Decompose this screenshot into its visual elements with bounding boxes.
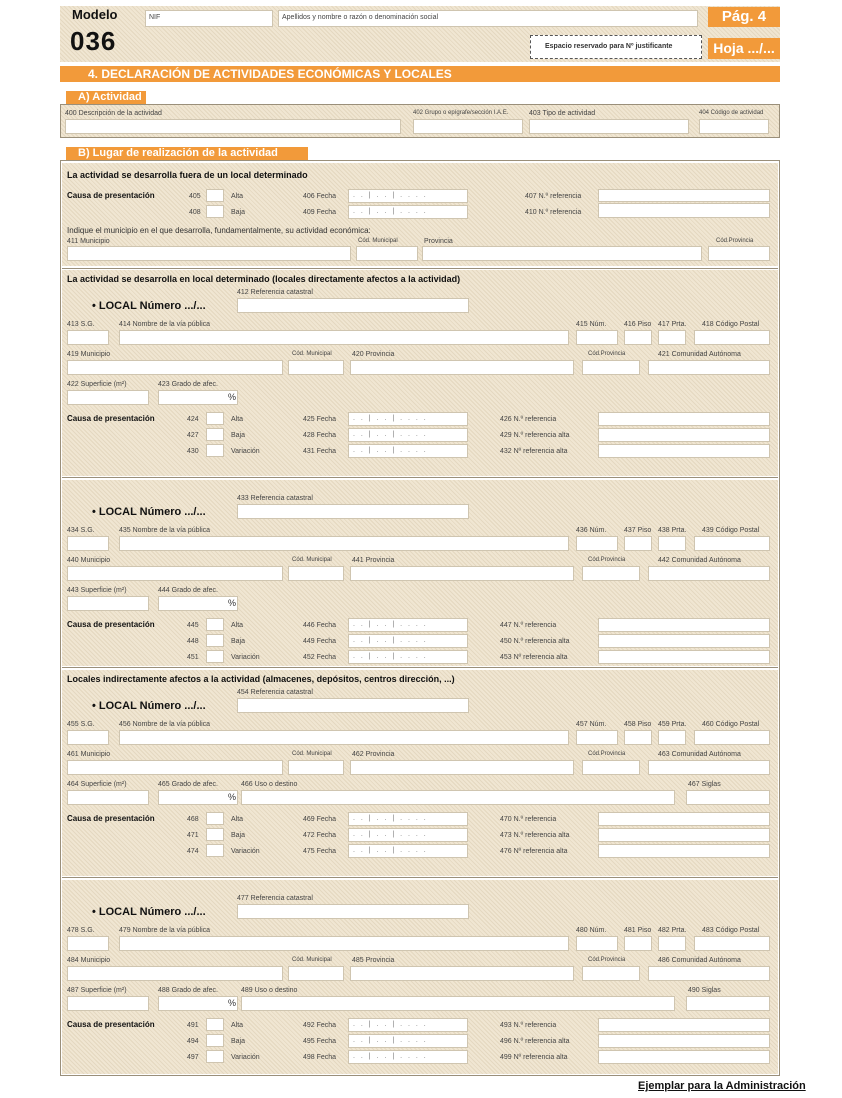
pct-sign: %: [228, 392, 237, 402]
prov-label: 462 Provincia: [352, 751, 395, 758]
prta-field[interactable]: [658, 936, 686, 951]
cp-field[interactable]: [694, 536, 770, 551]
ref-num-field[interactable]: [598, 1050, 770, 1064]
mun-label: 440 Municipio: [67, 557, 111, 564]
via-field[interactable]: [119, 936, 569, 951]
fecha-label: 472 Fecha: [303, 832, 337, 839]
siglas-label: 467 Siglas: [688, 781, 721, 788]
siglas-field[interactable]: [686, 996, 770, 1011]
modelo-number: 036: [70, 26, 117, 56]
fuera-title: La actividad se desarrolla fuera de un local determinado: [67, 170, 308, 180]
footer-label: Ejemplar para la Administración: [638, 1080, 806, 1092]
reserved-label: Espacio reservado para Nº justificante: [545, 43, 673, 50]
piso-label: 437 Piso: [624, 527, 652, 534]
ref-num-field[interactable]: [598, 844, 770, 858]
f404-field[interactable]: [699, 119, 769, 134]
codprov-411-field[interactable]: [708, 246, 770, 261]
modelo-label: Modelo: [72, 7, 118, 22]
prov-411-field[interactable]: [422, 246, 702, 261]
name-label: Apellidos y nombre o razón o denominación social: [282, 14, 439, 21]
actividad-title: A) Actividad: [66, 91, 146, 104]
prta-field[interactable]: [658, 536, 686, 551]
ca-field[interactable]: [648, 760, 770, 775]
mun-label: 461 Municipio: [67, 751, 111, 758]
cause-number: 430: [187, 448, 199, 455]
uso-label: 466 Uso o destino: [241, 781, 298, 788]
ref-num-field[interactable]: [598, 1034, 770, 1048]
mun-field[interactable]: [67, 966, 283, 981]
local-category-title: La actividad se desarrolla en local determinado (locales directamente afectos a la actividad): [67, 274, 461, 284]
check-408[interactable]: [206, 205, 224, 218]
codprov-411: Cód.Provincia: [716, 238, 754, 244]
codprov-label: Cód.Provincia: [588, 751, 626, 757]
f409-label: 409 Fecha: [303, 209, 337, 216]
piso-field[interactable]: [624, 936, 652, 951]
ref-num-label: 429 N.º referencia alta: [500, 432, 570, 439]
siglas-field[interactable]: [686, 790, 770, 805]
fecha-label: 428 Fecha: [303, 432, 337, 439]
cause-label: Baja: [231, 638, 246, 645]
ref-label: 412 Referencia catastral: [237, 289, 313, 296]
cause-check[interactable]: [206, 428, 224, 441]
fecha-label: 469 Fecha: [303, 816, 337, 823]
piso-label: 481 Piso: [624, 927, 652, 934]
codmun-field[interactable]: [288, 360, 344, 375]
sup-label: 422 Superficie (m²): [67, 381, 127, 388]
ref-num-field[interactable]: [598, 828, 770, 842]
fecha-label: 452 Fecha: [303, 654, 337, 661]
ref-label: 477 Referencia catastral: [237, 895, 313, 902]
cause-label: Variación: [231, 448, 260, 455]
codmun-411-field[interactable]: [356, 246, 418, 261]
cause-check[interactable]: [206, 844, 224, 857]
ref-num-label: 473 N.º referencia alta: [500, 832, 570, 839]
alta-405: Alta: [231, 193, 244, 200]
sg-label: 434 S.G.: [67, 527, 95, 534]
uso-label: 489 Uso o destino: [241, 987, 298, 994]
pct-sign: %: [228, 792, 237, 802]
prov-field[interactable]: [350, 566, 574, 581]
via-field[interactable]: [119, 330, 569, 345]
cause-label: Alta: [231, 622, 244, 629]
sg-label: 455 S.G.: [67, 721, 95, 728]
grado-field[interactable]: [158, 390, 238, 405]
prov-field[interactable]: [350, 760, 574, 775]
codmun-field[interactable]: [288, 760, 344, 775]
grado-field[interactable]: [158, 996, 238, 1011]
n408: 408: [189, 209, 201, 216]
block-divider: [62, 877, 778, 878]
sup-field[interactable]: [67, 996, 149, 1011]
f403-label: 403 Tipo de actividad: [529, 110, 596, 117]
cp-label: 483 Código Postal: [702, 927, 760, 934]
ref-num-field[interactable]: [598, 428, 770, 442]
prov-label: 441 Provincia: [352, 557, 395, 564]
fecha-label: 475 Fecha: [303, 848, 337, 855]
date-409[interactable]: . . | . . | . . . .: [348, 205, 468, 219]
date-field[interactable]: . . | . . | . . . .: [348, 1050, 468, 1064]
sg-field[interactable]: [67, 330, 109, 345]
ref-num-field[interactable]: [598, 1018, 770, 1032]
ref-label: 454 Referencia catastral: [237, 689, 313, 696]
f402-field[interactable]: [413, 119, 523, 134]
num-field[interactable]: [576, 730, 618, 745]
prov-label: 420 Provincia: [352, 351, 395, 358]
fecha-label: 495 Fecha: [303, 1038, 337, 1045]
date-field[interactable]: . . | . . | . . . .: [348, 1018, 468, 1032]
ca-field[interactable]: [648, 360, 770, 375]
local-number: • LOCAL Número .../...: [92, 506, 206, 518]
ref-num-label: 499 Nº referencia alta: [500, 1054, 568, 1061]
num-label: 436 Núm.: [576, 527, 607, 534]
block-divider: [62, 1075, 778, 1076]
cause-number: 474: [187, 848, 199, 855]
date-field[interactable]: . . | . . | . . . .: [348, 1034, 468, 1048]
ca-label: 486 Comunidad Autónoma: [658, 957, 741, 964]
fecha-label: 425 Fecha: [303, 416, 337, 423]
cp-label: 418 Código Postal: [702, 321, 760, 328]
divider: [62, 268, 778, 269]
f402-label: 402 Grupo o epígrafe/sección I.A.E.: [413, 110, 509, 116]
grado-field[interactable]: [158, 790, 238, 805]
cause-check[interactable]: [206, 1050, 224, 1063]
codprov-field[interactable]: [582, 360, 640, 375]
actividad-section: [60, 104, 780, 138]
cause-check[interactable]: [206, 1034, 224, 1047]
ref-field[interactable]: [237, 504, 469, 519]
codmun-411: Cód. Municipal: [358, 238, 398, 244]
codprov-label: Cód.Provincia: [588, 351, 626, 357]
cause-number: 468: [187, 816, 199, 823]
prov-411: Provincia: [424, 238, 453, 245]
prta-label: 459 Prta.: [658, 721, 687, 728]
codmun-label: Cód. Municipal: [292, 351, 332, 357]
ref-num-label: 496 N.º referencia alta: [500, 1038, 570, 1045]
f407-label: 407 N.º referencia: [525, 193, 582, 200]
sg-label: 413 S.G.: [67, 321, 95, 328]
f403-field[interactable]: [529, 119, 689, 134]
page-badge: Pág. 4: [708, 7, 780, 27]
codmun-label: Cód. Municipal: [292, 957, 332, 963]
f410-field[interactable]: [598, 203, 770, 218]
section-title: 4. DECLARACIÓN DE ACTIVIDADES ECONÓMICAS Y LOCALES: [60, 66, 780, 82]
cause-check[interactable]: [206, 828, 224, 841]
piso-label: 416 Piso: [624, 321, 652, 328]
cause-label: Alta: [231, 1022, 244, 1029]
ref-num-field[interactable]: [598, 618, 770, 632]
f400-label: 400 Descripción de la actividad: [65, 110, 162, 117]
reserved-box: [530, 35, 702, 59]
num-label: 480 Núm.: [576, 927, 607, 934]
sup-label: 487 Superficie (m²): [67, 987, 127, 994]
date-field[interactable]: . . | . . | . . . .: [348, 812, 468, 826]
ref-num-field[interactable]: [598, 444, 770, 458]
mun-field[interactable]: [67, 760, 283, 775]
codprov-label: Cód.Provincia: [588, 957, 626, 963]
via-label: 414 Nombre de la vía pública: [119, 321, 211, 328]
codprov-label: Cód.Provincia: [588, 557, 626, 563]
causa-label: Causa de presentación: [67, 814, 155, 823]
sup-label: 464 Superficie (m²): [67, 781, 127, 788]
via-label: 456 Nombre de la vía pública: [119, 721, 211, 728]
cause-label: Baja: [231, 832, 246, 839]
fecha-label: 449 Fecha: [303, 638, 337, 645]
block-divider: [62, 667, 778, 668]
fecha-label: 446 Fecha: [303, 622, 337, 629]
cause-check[interactable]: [206, 1018, 224, 1031]
mun-field[interactable]: [67, 360, 283, 375]
f407-field[interactable]: [598, 189, 770, 202]
ca-field[interactable]: [648, 966, 770, 981]
ref-field[interactable]: [237, 904, 469, 919]
ref-num-label: 426 N.º referencia: [500, 416, 557, 423]
mun-field[interactable]: [67, 566, 283, 581]
name-field[interactable]: [278, 10, 698, 27]
ref-label: 433 Referencia catastral: [237, 495, 313, 502]
cause-label: Variación: [231, 654, 260, 661]
siglas-label: 490 Siglas: [688, 987, 721, 994]
uso-field[interactable]: [241, 790, 675, 805]
local-number: • LOCAL Número .../...: [92, 906, 206, 918]
sup-field[interactable]: [67, 790, 149, 805]
cause-number: 471: [187, 832, 199, 839]
via-label: 479 Nombre de la vía pública: [119, 927, 211, 934]
mun-label: 419 Municipio: [67, 351, 111, 358]
piso-field[interactable]: [624, 330, 652, 345]
ref-num-label: 450 N.º referencia alta: [500, 638, 570, 645]
cause-check[interactable]: [206, 650, 224, 663]
prov-field[interactable]: [350, 360, 574, 375]
baja-408: Baja: [231, 209, 246, 216]
ref-field[interactable]: [237, 698, 469, 713]
cause-label: Variación: [231, 848, 260, 855]
cause-check[interactable]: [206, 812, 224, 825]
causa-label: Causa de presentación: [67, 414, 155, 423]
ca-label: 463 Comunidad Autónoma: [658, 751, 741, 758]
cause-check[interactable]: [206, 634, 224, 647]
cause-check[interactable]: [206, 618, 224, 631]
causa-label: Causa de presentación: [67, 1020, 155, 1029]
nif-label: NIF: [149, 14, 161, 21]
local-number: • LOCAL Número .../...: [92, 300, 206, 312]
prta-field[interactable]: [658, 730, 686, 745]
ref-num-field[interactable]: [598, 634, 770, 648]
ca-label: 421 Comunidad Autónoma: [658, 351, 741, 358]
date-field[interactable]: . . | . . | . . . .: [348, 428, 468, 442]
ref-num-label: 493 N.º referencia: [500, 1022, 557, 1029]
via-field[interactable]: [119, 730, 569, 745]
grado-label: 488 Grado de afec.: [158, 987, 218, 994]
num-field[interactable]: [576, 330, 618, 345]
fecha-label: 492 Fecha: [303, 1022, 337, 1029]
via-field[interactable]: [119, 536, 569, 551]
date-field[interactable]: . . | . . | . . . .: [348, 618, 468, 632]
cause-label: Variación: [231, 1054, 260, 1061]
f411-label: 411 Municipio: [67, 238, 110, 245]
cause-label: Alta: [231, 416, 244, 423]
prta-label: 482 Prta.: [658, 927, 687, 934]
local-number: • LOCAL Número .../...: [92, 700, 206, 712]
f400-field[interactable]: [65, 119, 401, 134]
check-405[interactable]: [206, 189, 224, 202]
date-field[interactable]: . . | . . | . . . .: [348, 844, 468, 858]
f404-label: 404 Código de actividad: [699, 110, 764, 116]
mun-label: 484 Municipio: [67, 957, 111, 964]
pct-sign: %: [228, 998, 237, 1008]
hoja-badge: Hoja .../...: [708, 38, 780, 59]
fecha-label: 431 Fecha: [303, 448, 337, 455]
n405: 405: [189, 193, 201, 200]
local-category-title: Locales indirectamente afectos a la actividad (almacenes, depósitos, centros dirección, ...): [67, 674, 455, 684]
cause-label: Baja: [231, 432, 246, 439]
sg-field[interactable]: [67, 936, 109, 951]
via-label: 435 Nombre de la vía pública: [119, 527, 211, 534]
block-divider: [62, 477, 778, 478]
cp-field[interactable]: [694, 936, 770, 951]
grado-label: 423 Grado de afec.: [158, 381, 218, 388]
pct-sign: %: [228, 598, 237, 608]
grado-label: 444 Grado de afec.: [158, 587, 218, 594]
f411-field[interactable]: [67, 246, 351, 261]
cause-check[interactable]: [206, 412, 224, 425]
ref-num-field[interactable]: [598, 412, 770, 426]
date-field[interactable]: . . | . . | . . . .: [348, 828, 468, 842]
sup-field[interactable]: [67, 596, 149, 611]
piso-field[interactable]: [624, 536, 652, 551]
cause-number: 494: [187, 1038, 199, 1045]
cause-check[interactable]: [206, 444, 224, 457]
date-field[interactable]: . . | . . | . . . .: [348, 412, 468, 426]
ref-num-label: 476 Nº referencia alta: [500, 848, 568, 855]
prta-field[interactable]: [658, 330, 686, 345]
ref-num-label: 432 Nº referencia alta: [500, 448, 568, 455]
cause-label: Baja: [231, 1038, 246, 1045]
cp-field[interactable]: [694, 730, 770, 745]
cp-field[interactable]: [694, 330, 770, 345]
codmun-field[interactable]: [288, 966, 344, 981]
ref-num-label: 470 N.º referencia: [500, 816, 557, 823]
cause-number: 448: [187, 638, 199, 645]
ref-num-field[interactable]: [598, 812, 770, 826]
ref-field[interactable]: [237, 298, 469, 313]
fuera-causa: Causa de presentación: [67, 191, 155, 200]
cause-label: Alta: [231, 816, 244, 823]
piso-label: 458 Piso: [624, 721, 652, 728]
codmun-field[interactable]: [288, 566, 344, 581]
grado-label: 465 Grado de afec.: [158, 781, 218, 788]
sg-field[interactable]: [67, 730, 109, 745]
prta-label: 438 Prta.: [658, 527, 687, 534]
fecha-label: 498 Fecha: [303, 1054, 337, 1061]
cause-number: 491: [187, 1022, 199, 1029]
date-406[interactable]: . . | . . | . . . .: [348, 189, 468, 203]
cause-number: 424: [187, 416, 199, 423]
cause-number: 427: [187, 432, 199, 439]
codprov-field[interactable]: [582, 760, 640, 775]
indique-text: Indique el municipio en el que desarrolla, fundamentalmente, su actividad económica:: [67, 226, 371, 235]
piso-field[interactable]: [624, 730, 652, 745]
date-field[interactable]: . . | . . | . . . .: [348, 444, 468, 458]
num-label: 415 Núm.: [576, 321, 607, 328]
ca-label: 442 Comunidad Autónoma: [658, 557, 741, 564]
codprov-field[interactable]: [582, 566, 640, 581]
num-field[interactable]: [576, 536, 618, 551]
codprov-field[interactable]: [582, 966, 640, 981]
uso-field[interactable]: [241, 996, 675, 1011]
causa-label: Causa de presentación: [67, 620, 155, 629]
ref-num-label: 447 N.º referencia: [500, 622, 557, 629]
sup-label: 443 Superficie (m²): [67, 587, 127, 594]
cause-number: 497: [187, 1054, 199, 1061]
date-field[interactable]: . . | . . | . . . .: [348, 634, 468, 648]
codmun-label: Cód. Municipal: [292, 751, 332, 757]
prov-label: 485 Provincia: [352, 957, 395, 964]
ref-num-field[interactable]: [598, 650, 770, 664]
prov-field[interactable]: [350, 966, 574, 981]
nif-field[interactable]: [145, 10, 273, 27]
lugar-title: B) Lugar de realización de la actividad: [66, 147, 308, 160]
sg-label: 478 S.G.: [67, 927, 95, 934]
f410-label: 410 N.º referencia: [525, 209, 582, 216]
date-field[interactable]: . . | . . | . . . .: [348, 650, 468, 664]
prta-label: 417 Prta.: [658, 321, 687, 328]
cp-label: 460 Código Postal: [702, 721, 760, 728]
grado-field[interactable]: [158, 596, 238, 611]
cp-label: 439 Código Postal: [702, 527, 760, 534]
cause-number: 451: [187, 654, 199, 661]
num-label: 457 Núm.: [576, 721, 607, 728]
num-field[interactable]: [576, 936, 618, 951]
f406-label: 406 Fecha: [303, 193, 337, 200]
codmun-label: Cód. Municipal: [292, 557, 332, 563]
cause-number: 445: [187, 622, 199, 629]
ca-field[interactable]: [648, 566, 770, 581]
sg-field[interactable]: [67, 536, 109, 551]
ref-num-label: 453 Nº referencia alta: [500, 654, 568, 661]
sup-field[interactable]: [67, 390, 149, 405]
